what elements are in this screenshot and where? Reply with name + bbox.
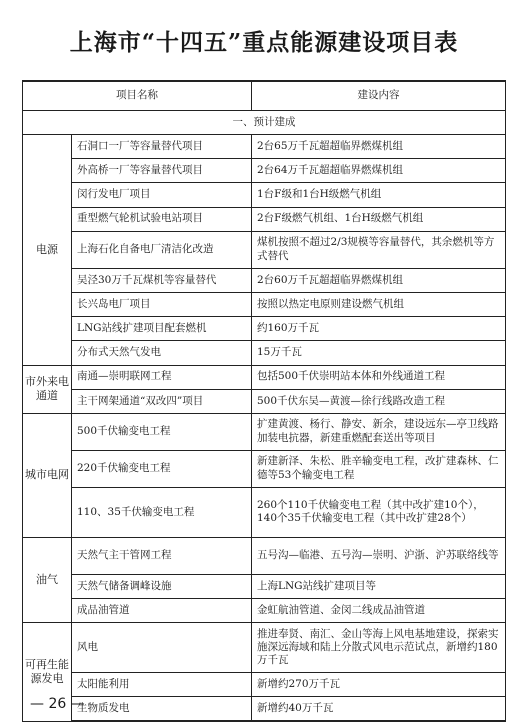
project-content: 新增约270万千瓦 <box>252 673 506 697</box>
table-row <box>23 268 506 292</box>
table-row <box>23 599 506 623</box>
project-name: 外高桥一厂等容量替代项目 <box>72 159 252 183</box>
project-name: 成品油管道 <box>72 599 252 623</box>
table-row <box>23 574 506 598</box>
table-row <box>23 537 506 574</box>
table-row <box>23 207 506 231</box>
table-header-row <box>23 81 506 111</box>
project-name: 上海石化自备电厂清洁化改造 <box>72 231 252 268</box>
category-cell: 市外来电通道 <box>23 365 72 413</box>
project-content: 2台64万千瓦超超临界燃煤机组 <box>252 159 506 183</box>
column-header-name: 项目名称 <box>23 81 252 111</box>
project-content: 包括500千伏崇明站本体和外线通道工程 <box>252 365 506 389</box>
page-title: 上海市“十四五”重点能源建设项目表 <box>69 29 459 56</box>
table-row <box>23 231 506 268</box>
table-row <box>23 135 506 159</box>
project-content: 五号沟—临港、五号沟—崇明、沪浙、沪苏联络线等 <box>252 537 506 574</box>
project-name: 主干网架通道“双改四”项目 <box>72 389 252 413</box>
project-name: LNG站线扩建项目配套燃机 <box>72 317 252 341</box>
project-name: 石洞口一厂等容量替代项目 <box>72 135 252 159</box>
project-content: 扩建黄渡、杨行、静安、新余，建设远东—亭卫线路加装电抗器，新建重燃配套送出等项目 <box>252 413 506 450</box>
project-content: 约160万千瓦 <box>252 317 506 341</box>
project-name: 220千伏输变电工程 <box>72 450 252 487</box>
project-content: 500千伏东吴—黄渡—徐行线路改造工程 <box>252 389 506 413</box>
category-cell: 电源 <box>23 135 72 366</box>
table-row <box>23 317 506 341</box>
project-name: 110、35千伏输变电工程 <box>72 487 252 537</box>
table-row <box>23 341 506 365</box>
table-row <box>23 292 506 316</box>
energy-projects-table <box>22 80 506 722</box>
project-name: 太阳能利用 <box>72 673 252 697</box>
project-name: 天然气储备调峰设施 <box>72 574 252 598</box>
section-title: 一、预计建成 <box>23 111 506 135</box>
table-row <box>23 487 506 537</box>
project-content: 2台60万千瓦超超临界燃煤机组 <box>252 268 506 292</box>
table-row <box>23 697 506 721</box>
project-content: 1台F级和1台H级燃气机组 <box>252 183 506 207</box>
project-name: 分布式天然气发电 <box>72 341 252 365</box>
project-name: 长兴岛电厂项目 <box>72 292 252 316</box>
project-content: 煤机按照不超过2/3规模等容量替代，其余燃机等方式替代 <box>252 231 506 268</box>
table-row <box>23 623 506 673</box>
project-content: 新增约40万千瓦 <box>252 697 506 721</box>
project-name: 天然气主干管网工程 <box>72 537 252 574</box>
project-name: 500千伏输变电工程 <box>72 413 252 450</box>
project-name: 闵行发电厂项目 <box>72 183 252 207</box>
project-content: 上海LNG站线扩建项目等 <box>252 574 506 598</box>
category-cell: 油气 <box>23 537 72 622</box>
table-row <box>23 183 506 207</box>
project-content: 2台F级燃气机组、1台H级燃气机组 <box>252 207 506 231</box>
project-name: 南通—崇明联网工程 <box>72 365 252 389</box>
table-row <box>23 673 506 697</box>
section-row <box>23 111 506 135</box>
project-content: 推进奉贤、南汇、金山等海上风电基地建设，探索实施深远海域和陆上分散式风电示范试点，新增约180万千瓦 <box>252 623 506 673</box>
page-number: — 26 — <box>30 696 85 712</box>
project-name: 吴泾30万千瓦煤机等容量替代 <box>72 268 252 292</box>
category-cell: 可再生能源发电 <box>23 623 72 721</box>
project-content: 新建新泽、朱松、胜辛输变电工程，改扩建森林、仁德等53个输变电工程 <box>252 450 506 487</box>
project-content: 金虹航油管道、金闵二线成品油管道 <box>252 599 506 623</box>
project-content: 260个110千伏输变电工程（其中改扩建10个），140个35千伏输变电工程（其中改扩建28个） <box>252 487 506 537</box>
table-row <box>23 159 506 183</box>
project-content: 2台65万千瓦超超临界燃煤机组 <box>252 135 506 159</box>
table-row <box>23 413 506 450</box>
column-header-content: 建设内容 <box>252 81 506 111</box>
project-name: 风电 <box>72 623 252 673</box>
project-name: 重型燃气轮机试验电站项目 <box>72 207 252 231</box>
table-row <box>23 365 506 389</box>
project-name: 生物质发电 <box>72 697 252 721</box>
table-row <box>23 389 506 413</box>
category-cell: 城市电网 <box>23 413 72 537</box>
project-content: 15万千瓦 <box>252 341 506 365</box>
project-content: 按照以热定电原则建设燃气机组 <box>252 292 506 316</box>
table-row <box>23 450 506 487</box>
